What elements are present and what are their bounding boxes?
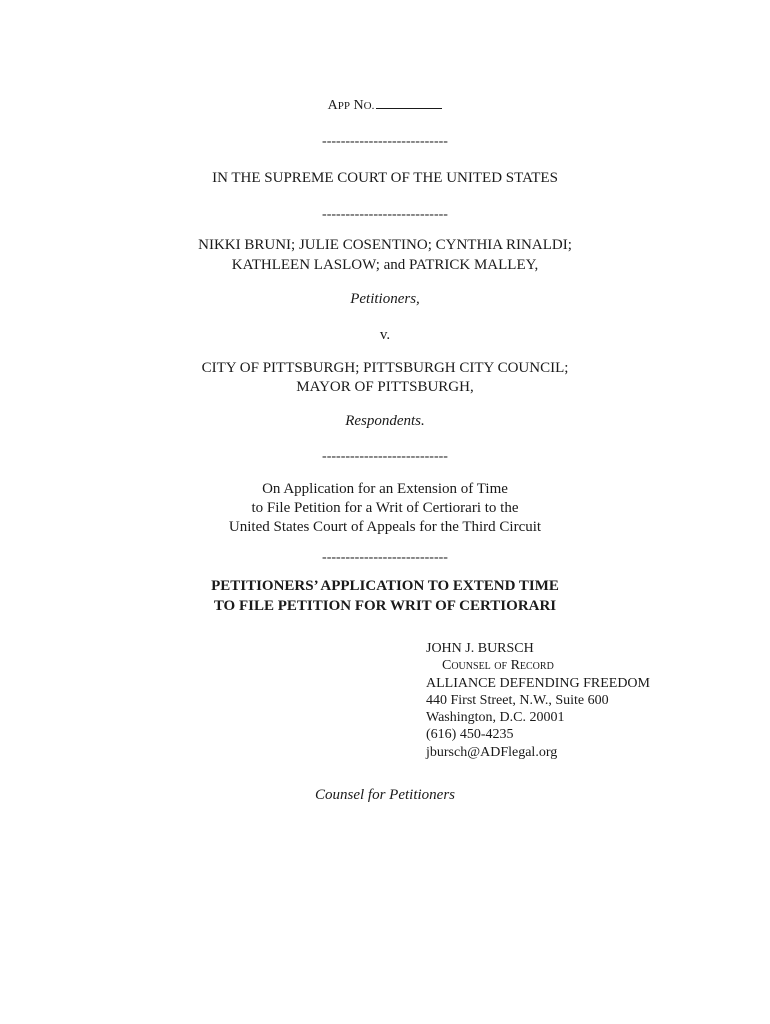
application-intro-line2: to File Petition for a Writ of Certiorari to the: [251, 500, 519, 516]
respondent-names-line1: CITY OF PITTSBURGH; PITTSBURGH CITY COUNCIL;: [201, 360, 569, 376]
counsel-signature-block: [426, 640, 746, 761]
petitioner-names-line2: KATHLEEN LASLOW; and PATRICK MALLEY,: [231, 257, 539, 273]
separator-1: ---------------------------: [322, 134, 448, 149]
counsel-address-line1: 440 First Street, N.W., Suite 600: [426, 692, 609, 708]
separator-2: ---------------------------: [322, 207, 448, 222]
respondent-names-line2: MAYOR OF PITTSBURGH,: [296, 379, 474, 395]
counsel-name: JOHN J. BURSCH: [426, 641, 534, 656]
counsel-role: Counsel of Record: [442, 658, 554, 674]
application-intro-line3: United States Court of Appeals for the Third Circuit: [228, 519, 542, 535]
separator-4: ---------------------------: [322, 550, 448, 565]
petitioner-names-line1: NIKKI BRUNI; JULIE COSENTINO; CYNTHIA RINALDI;: [198, 237, 572, 253]
document-title-line1: PETITIONERS’ APPLICATION TO EXTEND TIME: [211, 578, 559, 594]
counsel-for-petitioners: Counsel for Petitioners: [315, 787, 455, 803]
counsel-phone: (616) 450-4235: [426, 727, 514, 743]
app-number-line: [0, 95, 770, 116]
app-number-label: APP NO.: [327, 98, 375, 113]
respondents-role: Respondents.: [345, 413, 425, 429]
versus: v.: [379, 327, 391, 343]
application-intro-line1: On Application for an Extension of Time: [262, 481, 508, 497]
counsel-address-line2: Washington, D.C. 20001: [426, 710, 565, 726]
court-name: IN THE SUPREME COURT OF THE UNITED STATES: [212, 170, 558, 186]
petitioners-role: Petitioners,: [350, 291, 420, 307]
app-number-blank: [376, 95, 442, 109]
counsel-email: jbursch@ADFlegal.org: [426, 744, 558, 760]
counsel-organization: ALLIANCE DEFENDING FREEDOM: [426, 675, 650, 691]
document-title-line2: TO FILE PETITION FOR WRIT OF CERTIORARI: [213, 598, 557, 614]
separator-3: ---------------------------: [322, 449, 448, 464]
